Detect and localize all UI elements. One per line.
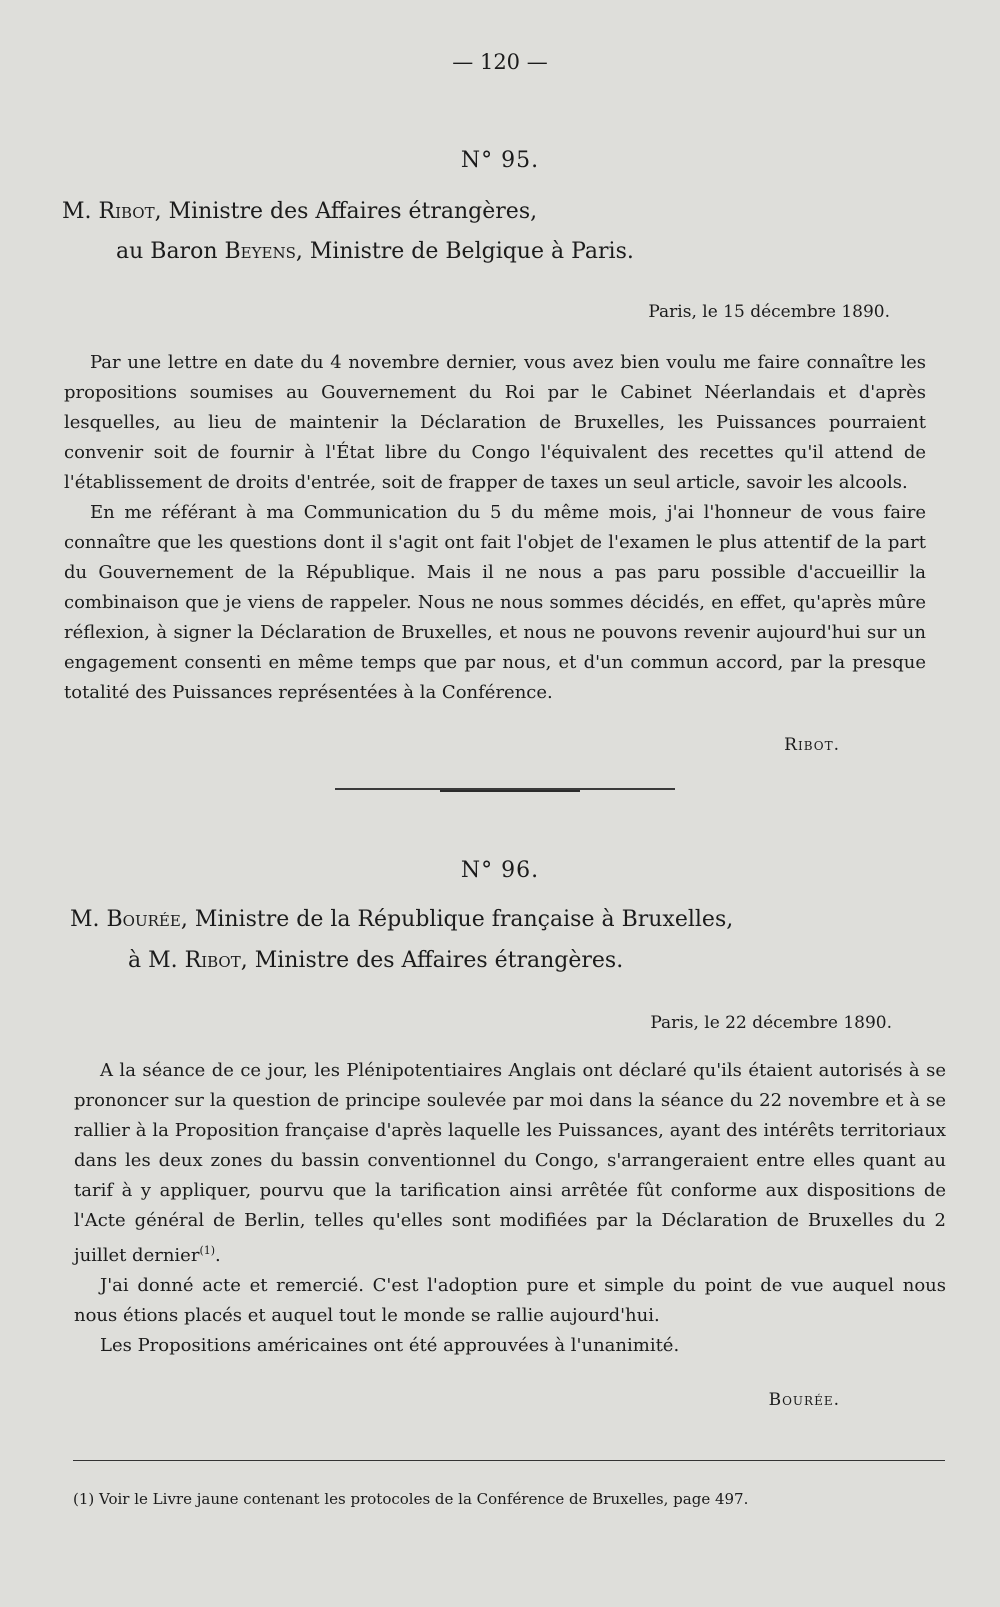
letter-95-body <box>64 348 926 708</box>
letter-95-recipient <box>116 232 634 272</box>
recipient-name: Ribot <box>184 948 241 973</box>
sender-title: , Ministre de la République française à Bruxelles, <box>180 907 734 932</box>
recipient-prefix: à M. <box>128 948 185 973</box>
footnote-rule <box>73 1460 945 1461</box>
recipient-title: , Ministre de Belgique à Paris. <box>295 239 634 264</box>
letter-96-recipient <box>128 941 623 981</box>
sender-name: Ribot <box>98 199 155 224</box>
sender-title: , Ministre des Affaires étrangères, <box>154 199 538 224</box>
letter-95-date: Paris, le 15 décembre 1890. <box>648 302 890 322</box>
recipient-name: Beyens <box>224 239 296 264</box>
paragraph-text: A la séance de ce jour, les Plénipotentiaires Anglais ont déclaré qu'ils étaient autorisés à se prononcer sur la question de principe soulevée par moi dans la séance du 22 novembre et à se rallier à la Proposition française d'après laquelle les Puissances, ayant des intérêts territoriaux dans les deux zones du bassin conventionnel du Congo, s'arrangeraient entre elles quant au tarif à y appliquer, pourvu que la tarification ainsi arrêtée fût conforme aux dispositions de l'Acte général de Berlin, telles qu'elles sont modifiées par la Déclaration de Bruxelles du 2 juillet dernier <box>74 1060 946 1266</box>
letter-96-sender <box>70 900 733 940</box>
letter-95-number: N° 95. <box>460 148 540 173</box>
letter-95-sender <box>62 192 537 232</box>
sender-prefix: M. <box>70 907 107 932</box>
section-divider-ornament <box>440 790 580 792</box>
footnote-reference: (1) <box>199 1244 216 1257</box>
letter-95-signature: Ribot. <box>784 735 840 755</box>
letter-96-paragraph <box>74 1056 946 1271</box>
letter-96-signature: Bourée. <box>768 1390 840 1410</box>
letter-96-paragraph: Les Propositions américaines ont été approuvées à l'unanimité. <box>100 1335 680 1356</box>
letter-96-paragraph: J'ai donné acte et remercié. C'est l'adoption pure et simple du point de vue auquel nous nous étions placés et auquel tout le monde se rallie aujourd'hui. <box>74 1275 946 1326</box>
recipient-title: , Ministre des Affaires étrangères. <box>240 948 624 973</box>
sender-prefix: M. <box>62 199 99 224</box>
letter-95-paragraph: Par une lettre en date du 4 novembre dernier, vous avez bien voulu me faire connaître les propositions soumises au Gouvernement du Roi par le Cabinet Néerlandais et d'après lesquelles, au lieu de maintenir la Déclaration de Bruxelles, les Puissances pourraient convenir soit de fournir à l'État libre du Congo l'équivalent des recettes qu'il attend de l'établissement de droits d'entrée, soit de frapper de taxes un seul article, savoir les alcools. <box>64 352 926 493</box>
letter-96-number: N° 96. <box>460 858 540 883</box>
sender-name: Bourée <box>106 907 181 932</box>
letter-95-paragraph: En me référant à ma Communication du 5 du même mois, j'ai l'honneur de vous faire connaître que les questions dont il s'agit ont fait l'objet de l'examen le plus attentif de la part du Gouvernement de la République. Mais il ne nous a pas paru possible d'accueillir la combinaison que je viens de rappeler. Nous ne nous sommes décidés, en effet, qu'après mûre réflexion, à signer la Déclaration de Bruxelles, et nous ne pouvons revenir aujourd'hui sur un engagement consenti en même temps que par nous, et d'un commun accord, par la presque totalité des Puissances représentées à la Conférence. <box>64 502 926 703</box>
letter-96-body <box>74 1056 946 1361</box>
recipient-prefix: au Baron <box>116 239 225 264</box>
footnote: (1) Voir le Livre jaune contenant les protocoles de la Conférence de Bruxelles, page 497. <box>73 1490 749 1508</box>
letter-96-date: Paris, le 22 décembre 1890. <box>650 1013 892 1033</box>
page-number: — 120 — <box>452 50 548 74</box>
paragraph-end: . <box>215 1245 221 1266</box>
